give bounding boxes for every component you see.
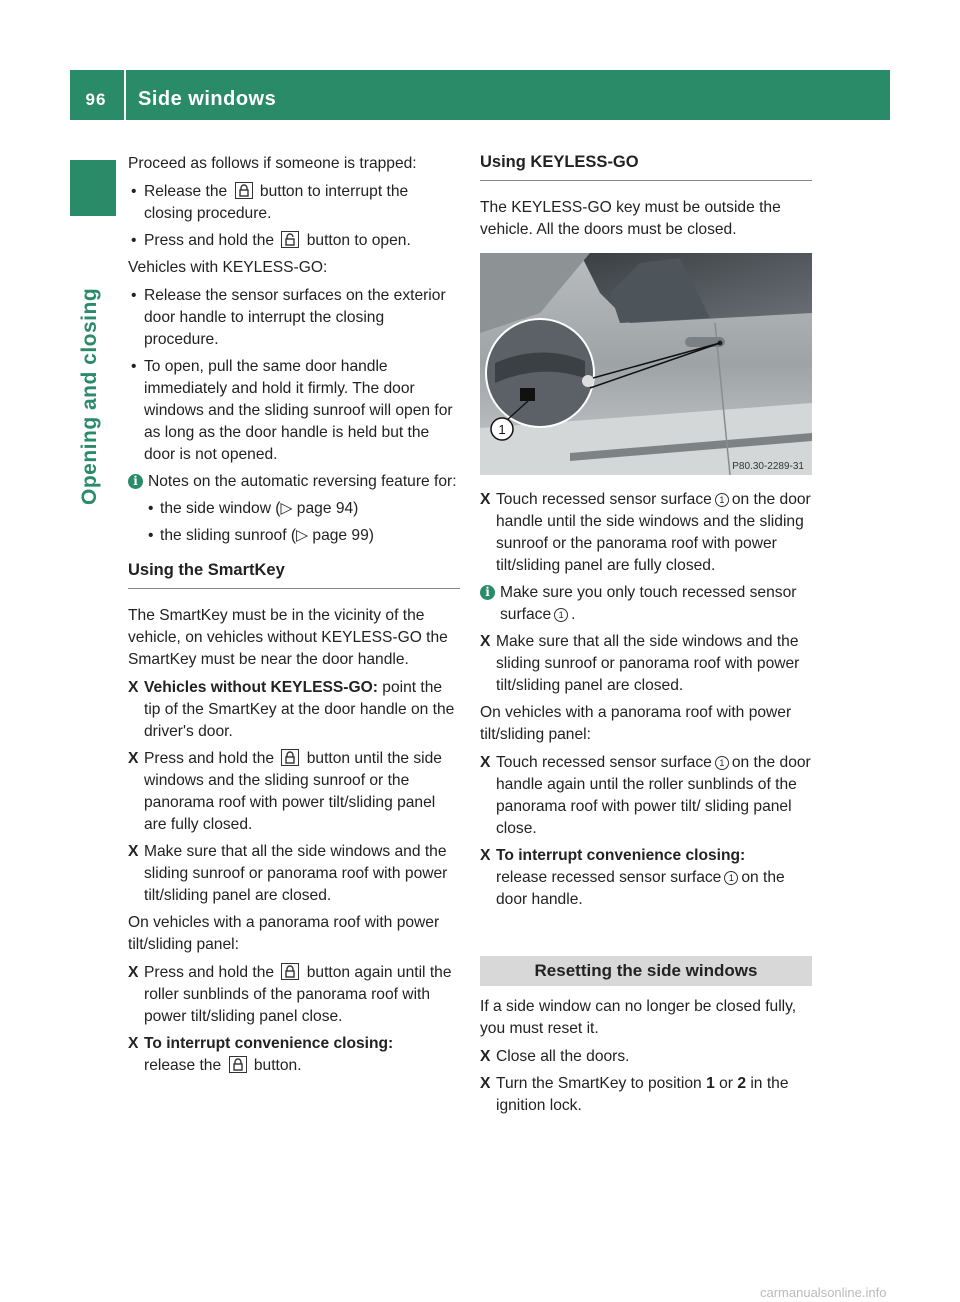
- action-step: X Touch recessed sensor surface 1 on the door handle until the side windows and the sliding sunroof or the panorama roof with power tilt/sliding panel are fully closed.: [480, 491, 811, 574]
- panorama-paragraph: On vehicles with a panorama roof with power tilt/sliding panel:: [480, 704, 792, 743]
- text: Make sure you only touch recessed sensor surface: [500, 584, 797, 623]
- section-heading-reset: Resetting the side windows: [480, 956, 812, 986]
- action-step: X Turn the SmartKey to position 1 or 2 in the ignition lock.: [480, 1075, 789, 1114]
- right-column: [480, 153, 812, 1122]
- text: the sliding sunroof (▷ page 99): [160, 527, 374, 544]
- page-reference[interactable]: • the side window (▷ page 94): [148, 500, 359, 517]
- text: Make sure that all the side windows and the sliding sunroof or panorama roof with power tilt/sliding panel are closed.: [144, 843, 448, 904]
- intro-text: Proceed as follows if someone is trapped:: [128, 155, 417, 172]
- position-value: 2: [737, 1075, 746, 1092]
- list-item: • To open, pull the same door handle immediately and hold it firmly. The door windows and the sliding sunroof will open for as long as the door handle is held but the door is not opened.: [131, 358, 453, 463]
- text: Press and hold the: [144, 964, 275, 981]
- list-item: • Press and hold the button to open.: [131, 232, 411, 249]
- callout-icon: 1: [554, 608, 568, 622]
- action-step: X To interrupt convenience closing: release the button.: [128, 1035, 394, 1074]
- text: button again until the roller sunblinds of the panorama roof with power tilt/sliding panel close.: [144, 964, 452, 1025]
- photo-code: P80.30-2289-31: [732, 461, 804, 472]
- text: Release the sensor surfaces on the exterior door handle to interrupt the closing procedure.: [144, 287, 446, 348]
- text: or: [719, 1075, 733, 1092]
- text: button to open.: [306, 232, 411, 249]
- info-note: [480, 582, 812, 626]
- text: Press and hold the: [144, 232, 275, 249]
- text: .: [571, 606, 576, 623]
- list-item: • Release the button to interrupt the closing procedure.: [131, 183, 409, 222]
- text: Release the: [144, 183, 228, 200]
- callout-number: 1: [498, 422, 506, 437]
- text: button until the side windows and the sliding sunroof or the panorama roof with power tilt/sliding panel are fully closed.: [144, 750, 442, 833]
- reset-paragraph: If a side window can no longer be closed fully, you must reset it.: [480, 998, 797, 1037]
- info-icon: i: [128, 474, 143, 489]
- lock-icon: [281, 749, 299, 766]
- text: the side window (▷ page 94): [160, 500, 359, 517]
- text: on the door handle.: [496, 869, 785, 908]
- text: release recessed sensor surface: [496, 869, 722, 886]
- info-note: [128, 471, 460, 493]
- text: To open, pull the same door handle immediately and hold it firmly. The door windows and the sliding sunroof will open for as long as the door handle is held but the door is not opened.: [144, 358, 453, 463]
- text: Notes on the automatic reversing feature for:: [148, 473, 457, 490]
- panorama-paragraph: On vehicles with a panorama roof with power tilt/sliding panel:: [128, 914, 440, 953]
- watermark: carmanualsonline.info: [760, 1285, 887, 1300]
- text: Make sure that all the side windows and the sliding sunroof or panorama roof with power tilt/sliding panel are closed.: [496, 633, 800, 694]
- page-number: 96: [85, 90, 107, 109]
- keyless-intro: Vehicles with KEYLESS-GO:: [128, 259, 328, 276]
- callout-icon: 1: [724, 871, 738, 885]
- door-handle-illustration: [480, 253, 812, 475]
- action-step: X Touch recessed sensor surface 1 on the door handle again until the roller sunblinds of the panorama roof with power tilt/ sliding panel close.: [480, 754, 811, 837]
- action-step: X To interrupt convenience closing: release recessed sensor surface 1 on the door handle.: [480, 847, 785, 908]
- text: release the: [144, 1057, 222, 1074]
- text: Press and hold the: [144, 750, 275, 767]
- text: To interrupt convenience closing:: [496, 847, 746, 864]
- lock-icon: [281, 963, 299, 980]
- section-heading-smartkey: Using the SmartKey: [128, 561, 460, 589]
- text: Vehicles without KEYLESS-GO:: [144, 679, 378, 696]
- header-divider: [124, 70, 126, 120]
- action-step: X Press and hold the button until the side windows and the sliding sunroof or the panorama roof with power tilt/sliding panel are fully closed.: [128, 750, 442, 833]
- lock-icon: [235, 182, 253, 199]
- text: Touch recessed sensor surface: [496, 491, 712, 508]
- lock-icon: [229, 1056, 247, 1073]
- action-step: X Make sure that all the side windows and the sliding sunroof or panorama roof with power tilt/sliding panel are closed.: [128, 843, 448, 904]
- action-step: X Vehicles without KEYLESS-GO: point the tip of the SmartKey at the door handle on the driver's door.: [128, 679, 455, 740]
- smartkey-paragraph: The SmartKey must be in the vicinity of the vehicle, on vehicles without KEYLESS-GO the SmartKey must be near the door handle.: [128, 607, 448, 668]
- text: To interrupt convenience closing:: [144, 1035, 394, 1052]
- unlock-icon: [281, 231, 299, 248]
- list-item: • Release the sensor surfaces on the exterior door handle to interrupt the closing procedure.: [131, 287, 446, 348]
- action-step: X Press and hold the button again until the roller sunblinds of the panorama roof with power tilt/sliding panel close.: [128, 964, 452, 1025]
- text: on the door handle until the side windows and the sliding sunroof or the panorama roof with power tilt/sliding panel are fully closed.: [496, 491, 811, 574]
- info-icon: i: [480, 585, 495, 600]
- text: point the tip of the SmartKey at the door handle on the driver's door.: [144, 679, 455, 740]
- keyless-paragraph: The KEYLESS-GO key must be outside the vehicle. All the doors must be closed.: [480, 199, 781, 238]
- callout-icon: 1: [715, 756, 729, 770]
- side-tab-block: [70, 160, 116, 216]
- side-tab-label: Opening and closing: [78, 287, 101, 505]
- action-step: X Close all the doors.: [480, 1048, 630, 1065]
- text: Turn the SmartKey to position: [496, 1075, 702, 1092]
- action-step: X Make sure that all the side windows and the sliding sunroof or panorama roof with power tilt/sliding panel are closed.: [480, 633, 800, 694]
- page-title: Side windows: [138, 88, 277, 110]
- left-column: [128, 153, 460, 1082]
- text: Touch recessed sensor surface: [496, 754, 712, 771]
- text: on the door handle again until the roller sunblinds of the panorama roof with power tilt/ sliding panel close.: [496, 754, 811, 837]
- text: button.: [253, 1057, 302, 1074]
- position-value: 1: [706, 1075, 715, 1092]
- door-handle-photo: [480, 253, 812, 475]
- page-reference[interactable]: • the sliding sunroof (▷ page 99): [148, 527, 374, 544]
- text: Close all the doors.: [496, 1048, 630, 1065]
- section-heading-keyless: Using KEYLESS-GO: [480, 153, 812, 181]
- text: in the ignition lock.: [496, 1075, 789, 1114]
- text: button to interrupt the closing procedure.: [144, 183, 409, 222]
- callout-icon: 1: [715, 493, 729, 507]
